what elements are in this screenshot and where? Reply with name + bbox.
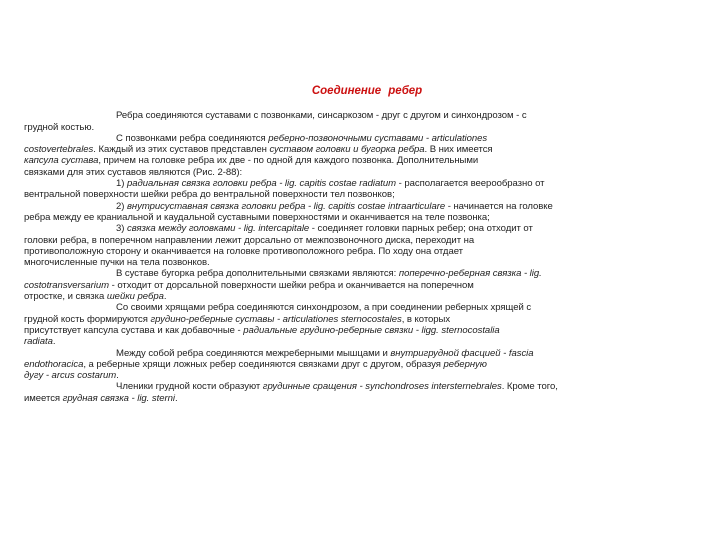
paragraph: Ребра соединяются суставами с позвонками, синсаркозом - друг с другом и синхондрозом - с грудной костью.: [24, 110, 527, 133]
paragraph: 1) радиальная связка головки ребра - lig. capitis costae radiatum - располагается веерообразно от вентральной поверхности шейки ребра до вентральной поверхности тел позвонков;: [24, 178, 545, 201]
paragraph: Между собой ребра соединяются межреберными мышцами и внутригрудной фасцией - fascia endothoracica, а реберные хрящи ложных ребер соединяются связками друг с другом, образуя реберную дугу - arcus costarum.: [24, 347, 534, 382]
paragraph: В суставе бугорка ребра дополнительными связками являются: поперечно-реберная связка - lig. costotransversarium - отходит от дорсальной поверхности шейки ребра и оканчивается на поперечном отростке, и связка шейки ребра.: [24, 268, 542, 303]
paragraph: Со своими хрящами ребра соединяются синхондрозом, а при соединении реберных хрящей с грудной кость формируются грудино-реберные суставы - articulationes sternocostales, в которых присутствует капсула сустава и как добавочные - радиальные грудино-реберные связки - ligg. sternocostalia radiata.: [24, 302, 532, 348]
paragraph: Членики грудной кости образуют грудинные сращения - synchondroses intersternebrales. Кроме того, имеется грудная связка - lig. sterni.: [24, 381, 558, 404]
document-title: Соединение ребер: [311, 85, 423, 97]
paragraph: 2) внутрисуставная связка головки ребра - lig. capitis costae intraarticulare - начинается на головке ребра между ее краниальной и каудальной суставными поверхностями и оканчивается на теле позвонка;: [24, 200, 553, 223]
document: [24, 85, 664, 404]
paragraph: 3) связка между головками - lig. intercapitale - соединяет головки парных ребер; она отходит от головки ребра, в поперечном направлении лежит дорсально от межпозвоночного диска, переходит на противоположную сторону и оканчивается на головке противоположного ребра. По ходу она отдает многочисленные пучки на тела позвонков.: [24, 223, 533, 269]
paragraph: С позвонками ребра соединяются реберно-позвоночными суставами - articulationes costovertebrales. Каждый из этих суставов представлен суставом головки и бугорка ребра. В них имеется капсула сустава, причем на головке ребра их две - по одной для каждого позвонка. Дополнительными связками для этих суставов являются (Рис. 2-88):: [24, 132, 493, 178]
